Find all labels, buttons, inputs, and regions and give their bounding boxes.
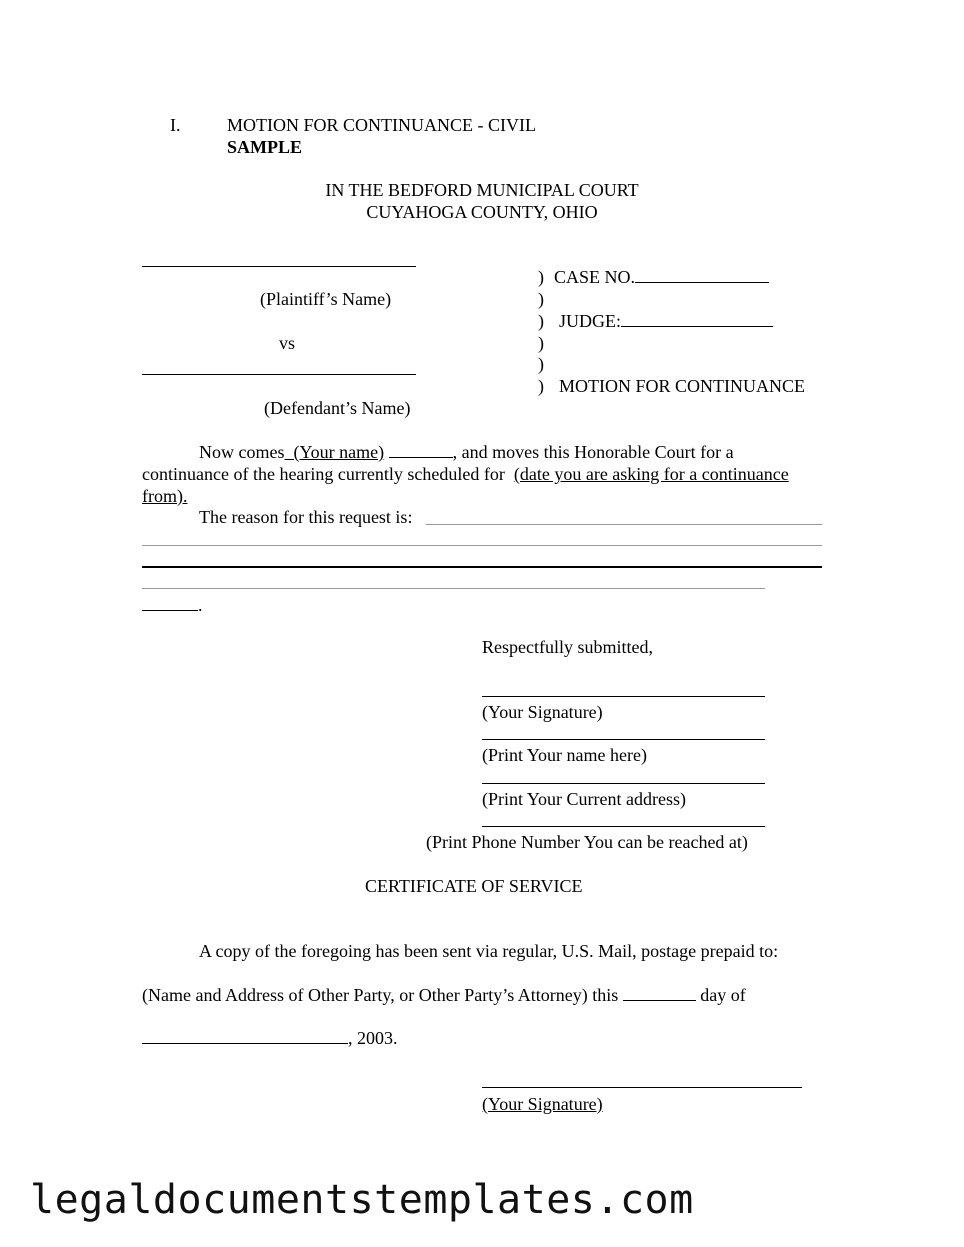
reason-line[interactable] xyxy=(142,588,765,589)
judge-field xyxy=(559,310,773,332)
day-of-text: day of xyxy=(700,985,746,1005)
vs-label: vs xyxy=(279,333,296,353)
reason-line[interactable] xyxy=(142,545,822,546)
print-name-line[interactable] xyxy=(482,739,765,740)
address-label: (Print Your Current address) xyxy=(482,789,686,809)
motion-title: MOTION FOR CONTINUANCE xyxy=(559,376,805,396)
judge-label: JUDGE: xyxy=(559,311,621,331)
sample-label: SAMPLE xyxy=(227,137,303,157)
plaintiff-label: (Plaintiff’s Name) xyxy=(260,289,392,309)
certificate-signature-line[interactable] xyxy=(482,1087,802,1088)
caption-paren: ) xyxy=(538,354,544,374)
signature-line[interactable] xyxy=(482,696,765,697)
plaintiff-name-line[interactable] xyxy=(142,266,416,267)
court-county: CUYAHOGA COUNTY, OHIO xyxy=(366,202,598,222)
reason-label: The reason for this request is: xyxy=(199,507,413,527)
caption-paren: ) xyxy=(538,376,544,396)
certificate-text: A copy of the foregoing has been sent via regular, U.S. Mail, postage prepaid to: xyxy=(199,941,779,961)
certificate-date-line xyxy=(142,1027,398,1049)
caption-paren: ) xyxy=(538,267,544,287)
watermark-text: legaldocumentstemplates.com xyxy=(30,1177,694,1223)
continuance-line xyxy=(142,463,789,485)
now-comes-line xyxy=(199,441,734,463)
case-number-field xyxy=(554,266,769,288)
case-number-blank[interactable] xyxy=(635,266,769,283)
defendant-label: (Defendant’s Name) xyxy=(264,398,411,418)
your-name-placeholder[interactable]: (Your name) xyxy=(293,442,385,462)
reason-end-period: . xyxy=(198,595,203,615)
certificate-signature-label: (Your Signature) xyxy=(482,1094,603,1114)
section-number: I. xyxy=(170,115,181,135)
date-placeholder[interactable]: (date you are asking for a continuance xyxy=(513,464,789,484)
print-name-label: (Print Your name here) xyxy=(482,745,647,765)
court-name: IN THE BEDFORD MUNICIPAL COURT xyxy=(325,180,639,200)
certificate-party-line xyxy=(142,984,746,1006)
reason-line[interactable] xyxy=(426,524,822,525)
case-number-label: CASE NO. xyxy=(554,267,636,287)
address-line[interactable] xyxy=(482,783,765,784)
reason-end-blank[interactable] xyxy=(142,594,198,611)
certificate-heading: CERTIFICATE OF SERVICE xyxy=(365,876,583,896)
moves-text: , and moves this Honorable Court for a xyxy=(452,442,734,462)
signature-label: (Your Signature) xyxy=(482,702,603,722)
month-blank[interactable] xyxy=(142,1027,348,1044)
judge-blank[interactable] xyxy=(621,310,773,327)
year-text: , 2003. xyxy=(348,1028,398,1048)
your-name-blank[interactable] xyxy=(389,441,453,458)
caption-paren: ) xyxy=(538,311,544,331)
party-text: (Name and Address of Other Party, or Other Party’s Attorney) this xyxy=(142,985,619,1005)
document-title: MOTION FOR CONTINUANCE - CIVIL xyxy=(227,115,536,135)
now-comes-text: Now comes xyxy=(199,442,285,462)
phone-line[interactable] xyxy=(482,826,765,827)
date-placeholder-cont[interactable]: from). xyxy=(142,486,188,506)
defendant-name-line[interactable] xyxy=(142,374,416,375)
continuance-text: continuance of the hearing currently scheduled for xyxy=(142,464,505,484)
caption-paren: ) xyxy=(538,289,544,309)
day-blank[interactable] xyxy=(623,984,696,1001)
phone-label: (Print Phone Number You can be reached at) xyxy=(426,832,748,852)
reason-line[interactable] xyxy=(142,566,822,568)
closing-text: Respectfully submitted, xyxy=(482,637,653,657)
reason-end-line xyxy=(142,594,203,616)
caption-paren: ) xyxy=(538,333,544,353)
